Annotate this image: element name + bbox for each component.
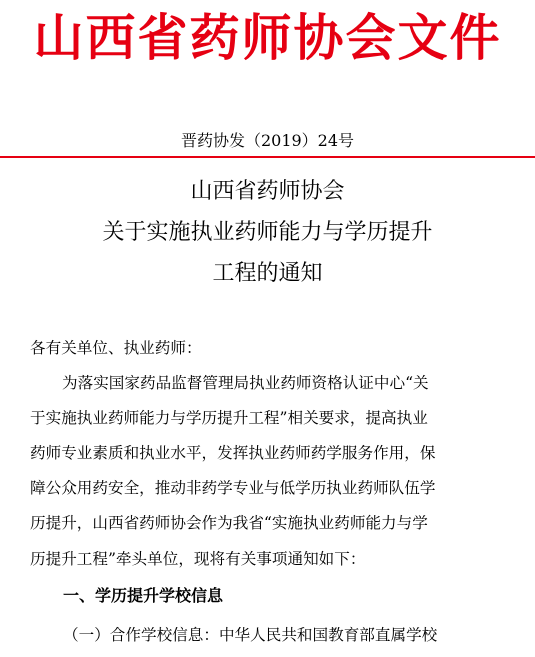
doc-title-line-3: 工程的通知	[212, 261, 323, 286]
salutation: 各有关单位、执业药师：	[30, 339, 202, 357]
paragraph-line: 历提升，山西省药师协会作为我省“实施执业药师能力与学	[30, 514, 428, 532]
document-number: 晋药协发（2019）24号	[180, 131, 355, 150]
masthead-title: 山西省药师协会文件	[33, 9, 502, 67]
section-heading: 一、学历提升学校信息	[63, 586, 224, 605]
red-divider-line	[0, 156, 535, 158]
doc-title-line-1: 山西省药师协会	[190, 179, 345, 204]
paragraph-line: 于实施执业药师能力与学历提升工程”相关要求，提高执业	[30, 409, 428, 427]
paragraph-line: 药师专业素质和执业水平，发挥执业药师药学服务作用，保	[30, 444, 436, 462]
doc-title-line-2: 关于实施执业药师能力与学历提升	[102, 220, 433, 245]
paragraph-line: 历提升工程”牵头单位，现将有关事项通知如下：	[30, 550, 366, 568]
subsection-line: （一）合作学校信息：中华人民共和国教育部直属学校	[63, 626, 438, 644]
paragraph-line: 为落实国家药品监督管理局执业药师资格认证中心“关	[62, 374, 429, 392]
paragraph-line: 障公众用药安全，推动非药学专业与低学历执业药师队伍学	[30, 479, 436, 497]
